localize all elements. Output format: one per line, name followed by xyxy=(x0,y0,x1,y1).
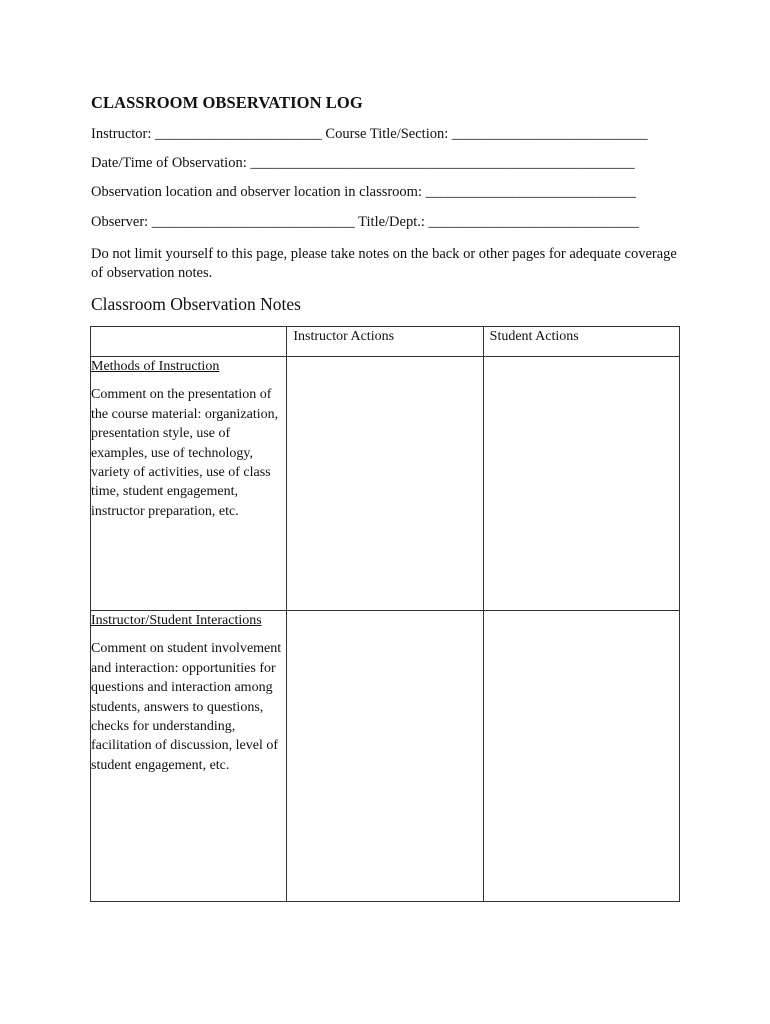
observation-notes-table xyxy=(90,326,680,902)
category-title: Instructor/Student Interactions xyxy=(91,613,262,628)
table-row xyxy=(91,611,680,902)
instructions-paragraph: Do not limit yourself to this page, please take notes on the back or other pages for adequate coverage of observation notes. xyxy=(91,246,677,281)
header-label: Student Actions xyxy=(489,329,579,344)
category-description: Comment on the presentation of the course material: organization, presentation style, use of examples, use of technology, variety of activities, use of class time, student engagement, instructor preparation, etc. xyxy=(91,387,279,519)
instructor-actions-notes-cell[interactable] xyxy=(287,357,483,611)
table-header-row xyxy=(91,327,680,357)
category-cell-interactions xyxy=(91,611,287,902)
location-line[interactable]: Observation location and observer location in classroom: _____________________________ xyxy=(91,184,636,200)
table-row xyxy=(91,357,680,611)
student-actions-notes-cell[interactable] xyxy=(483,611,679,902)
student-actions-notes-cell[interactable] xyxy=(483,357,679,611)
date-time-line[interactable]: Date/Time of Observation: _____________________________________________________ xyxy=(91,155,635,171)
instructor-course-line[interactable]: Instructor: _______________________ Course Title/Section: ___________________________ xyxy=(91,126,648,142)
category-cell-methods xyxy=(91,357,287,611)
section-title: Classroom Observation Notes xyxy=(91,294,301,314)
instructor-actions-notes-cell[interactable] xyxy=(287,611,483,902)
header-cell-empty xyxy=(91,327,287,357)
form-title: CLASSROOM OBSERVATION LOG xyxy=(91,93,363,112)
category-title: Methods of Instruction xyxy=(91,359,220,374)
header-cell-instructor-actions xyxy=(287,327,483,357)
header-label: Instructor Actions xyxy=(293,329,395,344)
header-cell-student-actions xyxy=(483,327,679,357)
observer-title-line[interactable]: Observer: ____________________________ Title/Dept.: _____________________________ xyxy=(91,214,639,230)
category-description: Comment on student involvement and interaction: opportunities for questions and interaction among students, answers to questions, checks for understanding, facilitation of discussion, level of student engagement, etc. xyxy=(91,641,282,773)
